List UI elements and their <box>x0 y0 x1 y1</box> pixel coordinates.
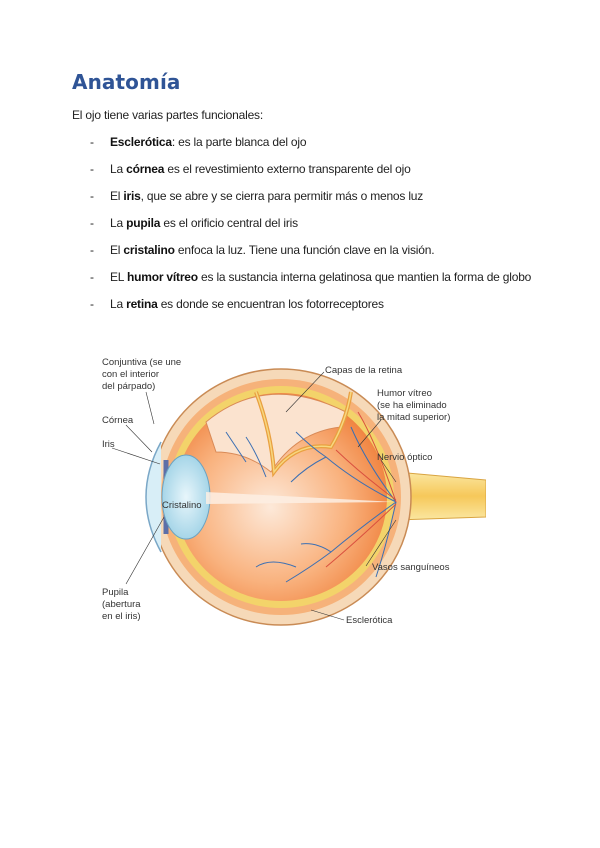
term-bold: humor vítreo <box>126 270 198 284</box>
item-text: La <box>110 297 127 311</box>
label-cristalino: Cristalino <box>162 500 202 511</box>
label-pupila-1: Pupila <box>102 587 129 598</box>
item-text: es el orificio central del iris <box>160 216 298 230</box>
label-vasos: Vasos sanguíneos <box>372 562 450 573</box>
eye-diagram <box>96 352 486 637</box>
item-text: El <box>110 243 124 257</box>
eye-anatomy-figure <box>96 352 486 637</box>
item-text: enfoca la luz. Tiene una función clave en la visión. <box>174 243 435 257</box>
label-pupila-2: (abertura <box>102 599 141 610</box>
item-text: es la sustancia interna gelatinosa que mantien la forma de globo <box>197 270 532 284</box>
label-humor-3: la mitad superior) <box>377 412 451 423</box>
list-item-cornea <box>90 161 540 177</box>
term-bold: cristalino <box>123 243 175 257</box>
term-bold: retina <box>126 297 158 311</box>
item-text: , que se abre y se cierra para permitir más o menos luz <box>140 189 424 203</box>
label-conjuntiva-3: del párpado) <box>102 381 156 392</box>
label-conjuntiva-1: Conjuntiva (se une <box>102 357 182 368</box>
lens-shape <box>162 455 210 539</box>
label-nervio-optico: Nervio óptico <box>377 452 433 463</box>
intro-text: El ojo tiene varias partes funcionales: <box>72 108 263 122</box>
list-dash: - <box>90 162 94 176</box>
parts-list <box>90 134 540 323</box>
item-text: : es la parte blanca del ojo <box>171 135 307 149</box>
item-text: EL <box>110 270 127 284</box>
label-cornea: Córnea <box>102 415 134 426</box>
term-bold: iris <box>123 189 141 203</box>
list-item-pupila <box>90 215 540 231</box>
list-item-cristalino <box>90 242 540 258</box>
label-pupila-3: en el iris) <box>102 611 141 622</box>
item-text: es el revestimiento externo transparente del ojo <box>164 162 411 176</box>
label-capas-retina: Capas de la retina <box>325 365 403 376</box>
list-item-esclerotica <box>90 134 540 150</box>
list-dash: - <box>90 243 94 257</box>
item-text: La <box>110 162 127 176</box>
list-dash: - <box>90 297 94 311</box>
label-humor-1: Humor vítreo <box>377 388 432 399</box>
list-dash: - <box>90 135 94 149</box>
list-dash: - <box>90 189 94 203</box>
label-esclerotica: Esclerótica <box>346 615 393 626</box>
term-bold: pupila <box>126 216 161 230</box>
term-bold: Esclerótica <box>110 135 172 149</box>
item-text: El <box>110 189 124 203</box>
term-bold: córnea <box>126 162 165 176</box>
page-title: Anatomía <box>72 70 181 94</box>
list-dash: - <box>90 270 94 284</box>
item-text: es donde se encuentran los fotorreceptores <box>157 297 384 311</box>
list-item-retina <box>90 296 540 312</box>
label-iris: Iris <box>102 439 115 450</box>
list-item-humor-vitreo <box>90 269 540 285</box>
label-conjuntiva-2: con el interior <box>102 369 160 380</box>
list-dash: - <box>90 216 94 230</box>
item-text: La <box>110 216 127 230</box>
label-humor-2: (se ha eliminado <box>377 400 447 411</box>
list-item-iris <box>90 188 540 204</box>
